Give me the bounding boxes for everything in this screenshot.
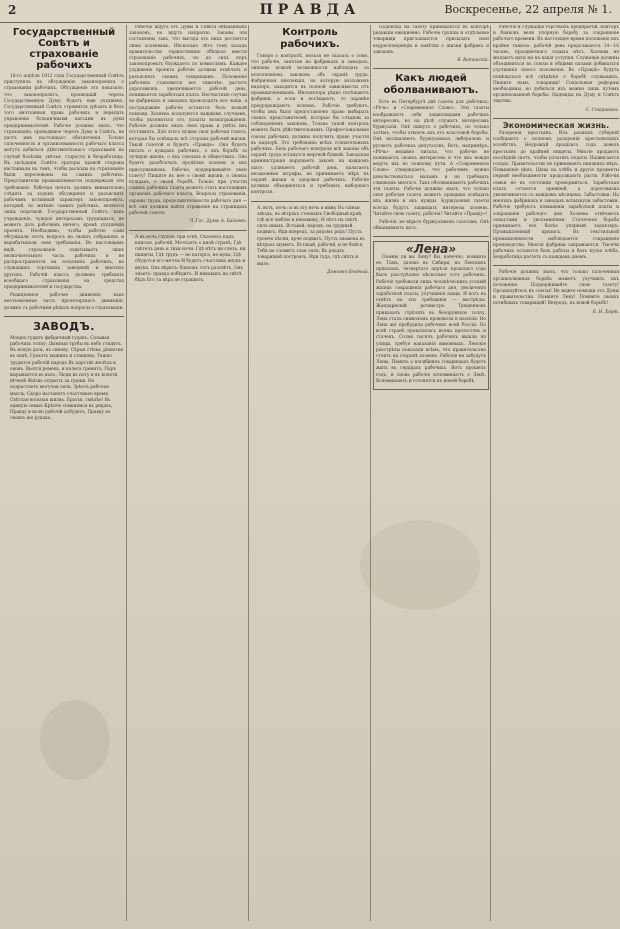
poem-body: А, вотъ, ночь; и въ эту ночь я вижу Въ сіяньи звѣздъ, въ вѣтрахъ степныхъ Свободный край, гдѣ все люблю и ненавижу, И нѣтъ на свѣтѣ силъ иныхъ. Вставай, народъ, на трудный подвигъ, Иди впередъ, за рядомъ рядъ! Пусть громче пѣсни, ярче подвигъ, Пусть знамена въ вѣтрахъ шумятъ. Вставай, рабочій, и не бойся, Тебя не сломитъ злая сила; Въ рядахъ товарищей построясь, Иди туда, гдѣ свѣтъ и мило. — [257, 205, 365, 267]
lena-article — [373, 241, 489, 389]
article-headline: Какъ людей оболваниваютъ. — [383, 73, 479, 97]
article-body: Есть въ Петербургѣ двѣ газеты для рабочихъ: «Рѣчь» и «Современное Слово». Эти газеты изображаютъ себя защитницами рабочихъ интересовъ, но на дѣлѣ служатъ интересамъ буржуазіи. Онѣ пишутъ о рабочихъ, но только затѣмъ, чтобы отвлечь ихъ отъ классовой борьбы. Онѣ восхваляютъ буржуазныхъ либераловъ и ругаютъ рабочихъ депутатовъ. Вотъ, напримѣръ, «Рѣчь» недавно писала, что рабочіе не понимаютъ своихъ интересовъ и что ихъ вожди ведутъ ихъ по ложному пути. А «Современное Слово» утверждаетъ, что рабочимъ нужно довольствоваться малымъ и не требовать слишкомъ многаго. Такъ оболваниваютъ рабочихъ эти газеты. Рабочіе должны знать, что только своя рабочая газета можетъ правдиво освѣщать ихъ жизнь и ихъ нужды. Буржуазныя газеты всегда будутъ защищать интересы хозяевъ. Читайте свою газету, рабочіе! Читайте «Правду»! — [373, 100, 489, 217]
article-body: Рабочіе ждутъ отъ Думы и Совѣта обѣщанныхъ законовъ, но ждутъ напрасно. Законы эти составлены такъ, что выгода отъ нихъ достается лишь хозяевамъ. Нѣсколько лѣтъ тому назадъ правительство торжественно обѣщало ввести страхованіе рабочихъ, но до сихъ поръ законопроектъ блуждаетъ по комиссіямъ. Каждое ухудшеніе проекта рабочіе должны отмѣчать и разъяснять своимъ товарищамъ. Положеніе рабочихъ становится все тяжелѣе: растетъ дороговизна, увеличивается рабочій день, понижается заработная плата. Несчастные случаи на фабрикахъ и заводахъ происходятъ все чаще, а пострадавшіе рабочіе остаются безъ всякой помощи. Хозяева пользуются каждымъ случаемъ, чтобы уклониться отъ уплаты вознагражденія. Рабочіе должны знать свои права и умѣть ихъ отстаивать. Для этого нужна своя рабочая газета, которая бы освѣщала всѣ стороны рабочей жизни. Такой газетой и будетъ «Правда». Она будетъ писать о нуждахъ рабочихъ, о ихъ борьбѣ за лучшую жизнь, о ихъ союзахъ и обществахъ. Она будетъ разоблачать продѣлки хозяевъ и ихъ прислужниковъ. Рабочіе, поддерживайте свою газету! Пишите въ нее о своей жизни, о своихъ нуждахъ, о своей борьбѣ. Только при участіи самихъ рабочихъ газета можетъ стать настоящимъ органомъ рабочаго класса. Вопросы страхованія, охраны труда, продолжительности рабочаго дня — всѣ они должны найти отраженіе на страницахъ рабочей газеты. — [129, 25, 247, 217]
article-headline: «Лена» — [405, 242, 457, 257]
divider — [4, 316, 124, 317]
divider — [493, 265, 619, 266]
column-2 — [126, 25, 247, 921]
poem-body: А въ ночь глухую, при огнѣ, Склонясь надъ книгою, рабочій, Мечтаетъ о иной странѣ, Гдѣ свѣтелъ день и тихи ночи. Гдѣ нѣтъ ни слезъ, ни нищеты, Гдѣ трудъ — не каторга, не мука, Гдѣ сбудутся его мечты И будетъ счастливъ внукъ и внука. Онъ вѣритъ: близокъ тотъ разсвѣтъ, Онъ знаетъ: правда побѣдитъ, И никакихъ на свѣтѣ бѣдъ Его та вѣра не страшитъ. — [135, 234, 246, 283]
article-headline: Контроль рабочихъ. — [280, 27, 340, 50]
article-body: Говоря о контролѣ, нельзя не сказать о томъ, что рабочіе, занятые на фабрикахъ и заводахъ, лишены всякой возможности наблюдать за исполненіемъ законовъ объ охранѣ труда. Фабричная инспекція, на которую возложенъ надзоръ, находится въ полной зависимости отъ промышленниковъ. Инспектора рѣдко посѣщаютъ фабрики, а если и посѣщаютъ, то заранѣе предупреждаютъ хозяевъ. Рабочіе требуютъ, чтобы имъ было предоставлено право выбирать своихъ представителей, которые бы слѣдили за соблюденіемъ законовъ. Только такой контроль можетъ быть дѣйствительнымъ. Профессіональные союзы рабочихъ должны получить право участія въ надзорѣ. Это требованіе всѣхъ сознательныхъ рабочихъ. Безъ рабочаго контроля всѣ законы объ охранѣ труда останутся мертвой буквой. Заводская администрація нарушаетъ законъ на каждомъ шагу: удлиняетъ рабочій день, налагаетъ незаконные штрафы, не принимаетъ мѣръ къ охранѣ жизни и здоровья рабочихъ. Рабочіе должны объединяться и требовать выборнаго контроля. — [251, 54, 369, 196]
newspaper-title: ПРАВДА — [259, 2, 361, 18]
divider — [251, 201, 369, 202]
column-5 — [490, 25, 619, 921]
column-4 — [370, 25, 489, 921]
section-footer: Рабочіе должны знать, что только сплоченная организованная борьба можетъ улучшить ихъ положеніе. Поддерживайте свою газету! Организуйтесь въ союзы! Не ждите помощи отъ Думы и правительства. Помните Лену! Помните своихъ погибшихъ товарищей! Впередъ, къ новой борьбѣ! — [493, 270, 619, 307]
section-headline: Экономическая жизнь. — [502, 120, 610, 130]
poem-body: Мощно гудитъ фабричный гудокъ, Созывая рабочихъ толпу; Дымныя трубы въ небо глядятъ, Въ ясную даль, въ синеву. Сѣрыя стѣны, рѣшетки въ окнѣ, Грохотъ машинъ и станковъ; Тяжко трудится рабочій народъ Въ царствѣ желѣза и оковъ. Вьется ремень, и колеса гремятъ, Паръ вырывается въ высь; Люди въ поту и въ копоти вѣчной Жизнь отдаютъ за гроши. Но подрастаетъ могучая сила, Зрѣетъ рабочая мысль; Скоро настанетъ счастливое время, Свѣтлая вольная жизнь. Братья, смѣлѣе! Въ единую семью Крѣпче сомкнемся въ рядахъ; Правду и волю рабочій добудетъ, Правду въ своихъ же рукахъ. — [10, 335, 124, 422]
divider — [373, 68, 489, 69]
article-footer: Реакціонное рабочее движеніе, какъ неотъемлемая часть пролетарскаго движенія, должно съ рабочими рѣшать вопросы о страхованіи. — [4, 293, 124, 311]
issue-date: Воскресенье, 22 апреля № 1. — [444, 3, 612, 16]
section-signature: Б. Н. Хорт. — [592, 309, 619, 315]
article-body: Рабочіе и служащіе торговыхъ предпріятій, конторъ и банковъ вели упорную борьбу за сокращеніе рабочаго времени. Въ настоящее время положеніе ихъ крайне тяжело: рабочій день продолжается 14—16 часовъ, праздничнаго отдыха нѣтъ. Хозяева не желаютъ идти ни на какія уступки. Служащіе должны объединиться въ союзы и общими силами добиваться улучшенія своего положенія. Въ «Правдѣ» будутъ помѣщаться всѣ свѣдѣнія о борьбѣ служащихъ. Пишите намъ, товарищи! Соціальныя реформы необходимы, но добиться ихъ можно лишь путемъ организованной борьбы. Надежды на Думу и Совѣтъ тщетны. — [493, 25, 619, 105]
page-number: 2 — [8, 3, 17, 17]
column-1 — [4, 25, 124, 921]
article-footer: Рабочіе, не вѣрьте буржуазнымъ газетамъ. Онѣ обманываютъ васъ. — [373, 220, 489, 232]
divider — [129, 230, 247, 231]
notice-body: Подписка на газету принимается въ конторѣ редакціи ежедневно. Рабочіе группы и отдѣльные товарищи приглашаются присылать свои корреспонденціи и замѣтки о жизни фабрикъ и заводовъ. — [373, 25, 489, 55]
poem-signature: Демьянъ Бѣдный. — [327, 269, 369, 275]
article-body: 18-го апрѣля 1912 года Государственный Совѣтъ приступилъ къ обсужденію законопроекта о страхованіи рабочихъ. Обсужденіе это показало, что законопроектъ, прошедшій черезъ Государственную Думу, будетъ еще ухудшенъ. Государственный Совѣтъ стремится урѣзать и безъ того ничтожныя права рабочихъ и передать управленіе больничными кассами въ руки предпринимателей. Рабочіе должны знать, что страхованіе, проводимое черезъ Думу и Совѣтъ, не дастъ имъ настоящаго обезпеченія. Только сплоченность и организованность рабочаго класса могутъ добиться дѣйствительнаго страхованія на случай болѣзни, увѣчья, старости и безработицы. Въ засѣданіи Совѣта ораторы правой стороны настаивали на томъ, чтобы расходы на страхованіе были переложены на самихъ рабочихъ. Представители промышленности поддержали эти требованія. Рабочая печать должна внимательно слѣдить за ходомъ обсужденія и разъяснять рабочимъ истинный характеръ законопроекта, который, по мнѣнію самихъ рабочихъ, является лишь подачкой. Государственный Совѣтъ, какъ учрежденіе, чуждое интересамъ трудящихся, не можетъ дать рабочимъ ничего, кромѣ ухудшенія проекта. Необходимо, чтобы рабочіе сами обсуждали этотъ вопросъ на своихъ собраніяхъ и вырабатывали свои требованія. Въ настоящемъ видѣ страхованіе охватываетъ лишь незначительную часть рабочихъ и не распространяется на сельскихъ рабочихъ, на служащихъ торговыхъ заведеній и многихъ другихъ. Рабочій классъ долженъ требовать всеобщаго страхованія на средства предпринимателей и государства. — [4, 74, 124, 290]
article-signature: С. Стариковъ. — [585, 107, 619, 113]
divider — [493, 118, 619, 119]
divider — [373, 236, 489, 237]
article-signature: Ч. Гос. Думы А. Бадаевъ. — [189, 219, 247, 225]
section-body: Разоренія крестьянъ. Изъ разныхъ губерній сообщаютъ о полномъ разореніи крестьянскихъ хозяйствъ. Неурожай прошлаго года довелъ крестьянъ до крайней нищеты. Многіе продаютъ послѣдній скотъ, чтобы уплатить подати. Надвигается голодъ. Правительство не принимаетъ никакихъ мѣръ. Повышеніе цѣнъ. Цѣны на хлѣбъ и другіе предметы первой необходимости продолжаютъ расти. Рабочія семьи не въ состояніи прокормиться. Заработная плата остается прежней, а дороговизна увеличивается съ каждымъ мѣсяцемъ. Забастовки. На многихъ фабрикахъ и заводахъ вспыхнули забастовки. Рабочіе требуютъ повышенія заработной платы и сокращенія рабочаго дня. Хозяева отвѣчаютъ локаутами и увольненіями. Стачечная борьба принимаетъ все болѣе упорный характеръ. Промышленный кризисъ. Въ текстильной промышленности наблюдается сокращеніе производства. Многія фабрики закрываются. Тысячи рабочихъ остаются безъ работы и безъ куска хлѣба. Безработица растетъ съ каждымъ днемъ. — [493, 131, 619, 261]
column-3 — [248, 25, 369, 921]
masthead — [0, 0, 620, 23]
article-headline: Государственный Совѣтъ и страхованіе рабочихъ — [12, 27, 116, 71]
poem-headline: ЗАВОДЪ. — [33, 319, 95, 333]
article-body: Помню ли вы Лену? Вы, конечно, помните ее. Тамъ, далеко въ Сибири, на Ленскихъ пріискахъ, четвертаго апрѣля прошлаго года было разстрѣляно нѣсколько сотъ рабочихъ. Рабочіе требовали лишь человѣческихъ условій жизни: сокращенія рабочаго дня, увеличенія заработной платы, улучшенія пищи. И вотъ въ отвѣтъ на эти требованія — выстрѣлы. Жандармскій ротмистръ Трещенковъ приказалъ стрѣлять въ безоружную толпу. Лена стала символомъ произвола и насилія. Но Лена же пробудила рабочихъ всей Россіи. По всей странѣ прокатилась волна протестовъ и стачекъ. Сотни тысячъ рабочихъ вышли на улицы, требуя наказанія виновныхъ. Ленскіе разстрѣлы показали всѣмъ, что правительство стоитъ на сторонѣ хозяевъ. Рабочіе не забудутъ Лены. Память о погибшихъ товарищахъ будетъ жить въ сердцахъ рабочихъ. Вотъ прошелъ годъ, и снова рабочіе вспоминаютъ о Ленѣ. Вспоминаютъ и готовятся къ новой борьбѣ. — [376, 254, 486, 384]
notice-signature: В. Ватинскій. — [457, 58, 489, 64]
